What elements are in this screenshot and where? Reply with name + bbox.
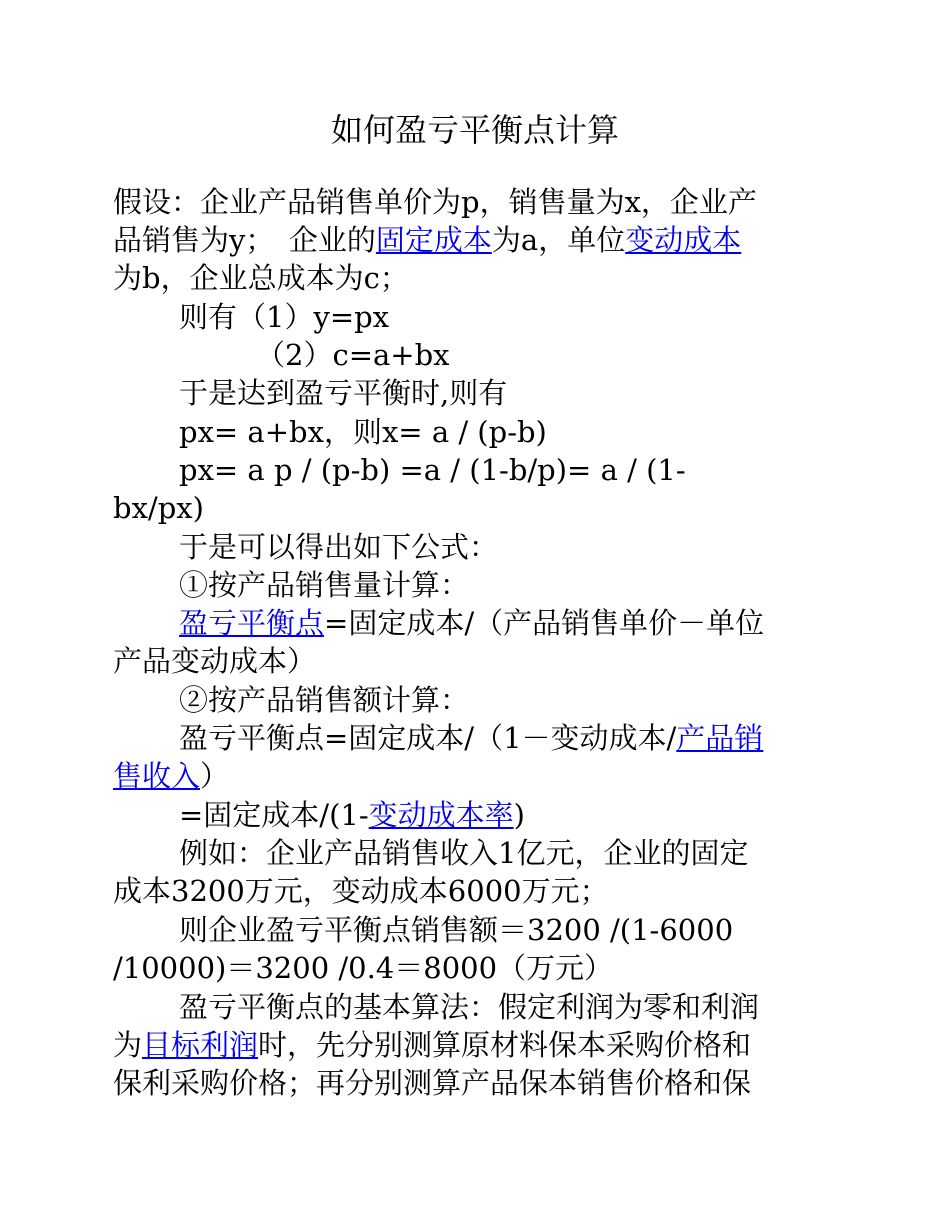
example-line: 成本3200万元，变动成本6000万元； bbox=[113, 874, 609, 908]
formula-line: （2）c=a+bx bbox=[256, 338, 450, 372]
example-line: 例如：企业产品销售收入1亿元，企业的固定 bbox=[179, 836, 749, 870]
formula-line bbox=[179, 719, 763, 757]
text-segment: =固定成本/（产品销售单价－单位 bbox=[324, 606, 765, 640]
link-target-profit[interactable]: 目标利润 bbox=[142, 1028, 259, 1062]
formula-line: 于是可以得出如下公式： bbox=[179, 530, 499, 564]
paragraph-line bbox=[113, 1026, 751, 1064]
formula-line: px= a+bx，则x= a / (p-b) bbox=[179, 415, 547, 449]
paragraph-line: 保利采购价格；再分别测算产品保本销售价格和保 bbox=[113, 1066, 752, 1100]
text-segment: 盈亏平衡点=固定成本/（1－变动成本/ bbox=[179, 721, 677, 755]
formula-line: bx/px) bbox=[113, 491, 204, 525]
formula-line: 产品变动成本） bbox=[113, 644, 317, 678]
text-segment: 时，先分别测算原材料保本采购价格和 bbox=[258, 1028, 752, 1062]
text-segment: 为a，单位 bbox=[491, 223, 626, 257]
example-line: 则企业盈亏平衡点销售额＝3200 /(1-6000 bbox=[179, 913, 734, 947]
method-heading: ②按产品销售额计算： bbox=[179, 683, 470, 717]
paragraph-line: 假设：企业产品销售单价为p，销售量为x，企业产 bbox=[113, 185, 757, 219]
text-segment: ) bbox=[513, 798, 525, 832]
formula-line bbox=[179, 604, 764, 642]
text-segment: ） bbox=[200, 759, 230, 793]
link-fixed-cost[interactable]: 固定成本 bbox=[375, 223, 492, 257]
example-line: /10000)＝3200 /0.4＝8000（万元） bbox=[113, 951, 614, 985]
text-segment: 为 bbox=[113, 1028, 143, 1062]
link-variable-cost[interactable]: 变动成本 bbox=[625, 223, 742, 257]
link-sales-revenue-cont[interactable]: 售收入 bbox=[113, 759, 201, 793]
paragraph-line bbox=[113, 221, 741, 259]
document-title: 如何盈亏平衡点计算 bbox=[330, 111, 619, 149]
paragraph-line: 盈亏平衡点的基本算法：假定利润为零和利润 bbox=[179, 990, 760, 1024]
link-break-even-point[interactable]: 盈亏平衡点 bbox=[179, 606, 325, 640]
link-sales-revenue[interactable]: 产品销 bbox=[676, 721, 764, 755]
formula-line: px= a p / (p-b) =a / (1-b/p)= a / (1- bbox=[179, 453, 686, 487]
formula-line bbox=[179, 796, 525, 834]
formula-line: 则有（1）y=px bbox=[179, 300, 390, 334]
paragraph-line: 为b，企业总成本为c； bbox=[113, 261, 409, 295]
formula-line: 于是达到盈亏平衡时,则有 bbox=[179, 376, 508, 410]
text-segment: 品销售为y； 企业的 bbox=[113, 223, 376, 257]
text-segment: =固定成本/(1- bbox=[179, 798, 369, 832]
link-variable-cost-rate[interactable]: 变动成本率 bbox=[368, 798, 514, 832]
method-heading: ①按产品销售量计算： bbox=[179, 568, 470, 602]
formula-line bbox=[113, 757, 229, 795]
